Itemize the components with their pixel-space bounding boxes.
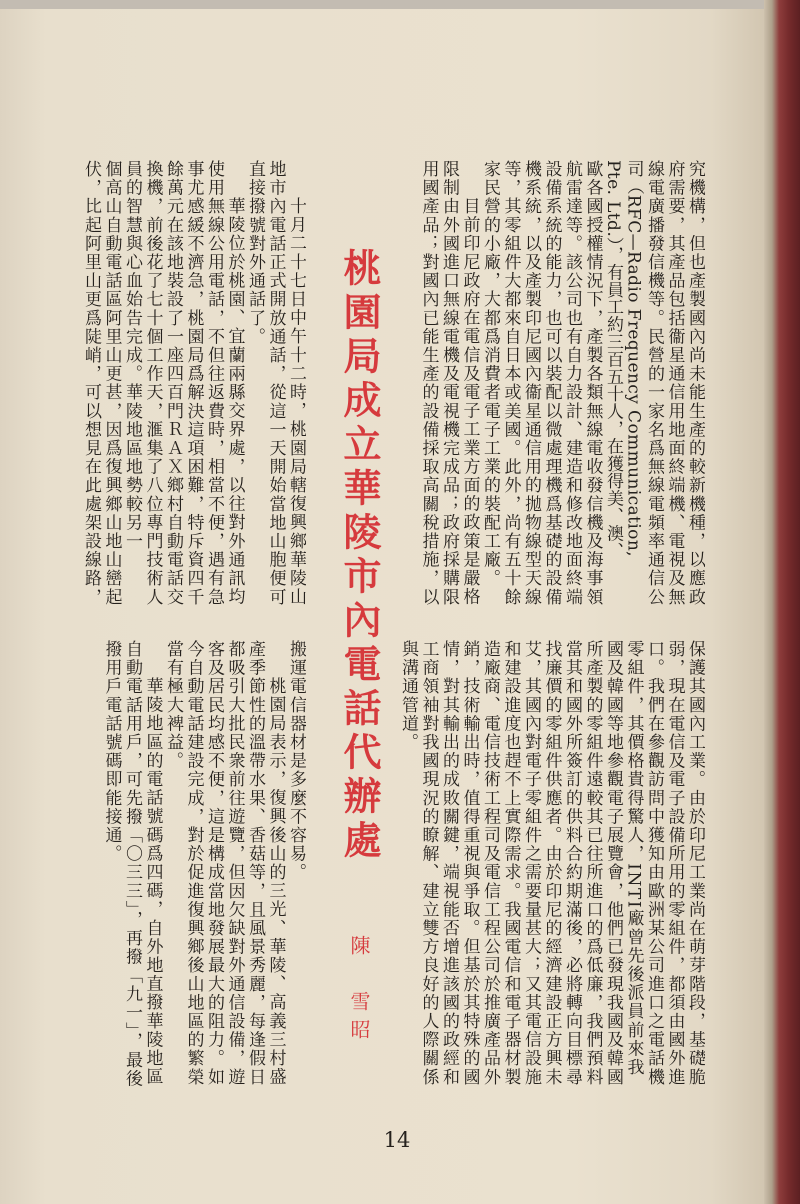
text-column: 國及韓國等地參觀電子展覽會，他們已發現我國及韓國 <box>603 640 623 1087</box>
text-column: 銷，技術輸出時，值得重視與爭取。但基於其特殊的國 <box>459 640 480 1087</box>
text-column: 今自動電話建設完成，對於促進復興鄉後山地區的繁榮 <box>183 640 204 1087</box>
text-column: 撥用戶電話號碼即能接通。 <box>101 640 122 864</box>
text-column: 都吸引大批民衆前往遊覽，但因欠缺對外通信設備，遊 <box>224 640 245 1087</box>
previous-article-lower-text <box>397 640 705 1102</box>
text-column: 直接撥號對外通話了。 <box>245 160 265 346</box>
article-upper-text <box>80 160 306 618</box>
text-column: 客及居民均感不便，這是構成當地發展最大的阻力。如 <box>204 640 224 1087</box>
text-column: 和建設進度也趕不上實際需求。我國電信和電子器材製 <box>500 640 521 1087</box>
text-column: 與溝通管道。 <box>398 640 418 752</box>
text-column: 保護其國內工業。由於印尼工業尚在萌芽階段，基礎脆 <box>685 640 705 1087</box>
text-column: 員的智慧與心血始告完成。華陵地區地勢較另一 <box>122 160 142 551</box>
text-column: 事尤感緩不濟急，桃園局爲解決這項困難，特斥資四千 <box>183 160 204 607</box>
text-column: 口。我們在參觀訪問中獲知由歐洲某公司進口之電話機 <box>644 640 664 1087</box>
text-column: 當其和國外所簽訂的供料合約期滿後，必將轉向目標尋 <box>562 640 582 1087</box>
text-column: 歐各國授權情況下，產製各類無線電收發信機及海事領 <box>582 160 603 607</box>
text-column: 當有極大裨益。 <box>163 640 183 771</box>
text-column: 線電廣播發信機等。民營的一家名爲無線電頻率通信公 <box>644 160 664 607</box>
text-column: 找廉價的零組件供應者。由於印尼的經濟建設正方興未 <box>541 640 562 1087</box>
text-column: 搬運電信器材是多麼不容易。 <box>286 640 306 882</box>
text-column: 情，對其輸出的成敗關鍵，端視能否增進該國的政經和 <box>439 640 459 1087</box>
text-column: 究機構，但也產製國內尚未能生產的較新機種，以應政 <box>685 160 705 607</box>
text-column: 目前印尼政府在電信及電子工業方面的政策是嚴格 <box>459 197 480 607</box>
article-author: 陳 雪昭 <box>347 935 371 1047</box>
text-column: 艾，其國內對電子零組件之需要量甚大；又其電信設施 <box>521 640 541 1087</box>
text-column: 用國產品；對國內已能生產的設備採取高關稅措施，以 <box>418 160 439 607</box>
text-column: 十月二十七日中午十二時，桃園局轄復興鄉華陵山 <box>286 197 306 607</box>
text-column: 產季節性的溫帶水果、香菇等，且風景秀麗，每逢假日 <box>245 640 265 1087</box>
text-column: 造廠商、電信技術工程司及電信工程公司於推廣產品外 <box>480 640 500 1087</box>
text-column: 府需要，其產品包括衞星通信用地面終端機、電視及無 <box>664 160 685 607</box>
text-column: 華陵位於桃園、宜蘭兩縣交界處，以往對外通訊均 <box>224 197 245 607</box>
book-spine-edge <box>764 0 800 1204</box>
text-column: Pte. Ltd.），有員工約三百五十人，在獲得美、澳、 <box>603 160 623 560</box>
text-column: 等，其零組件大都來自日本或美國。此外，尚有五十餘 <box>500 160 521 607</box>
text-column: 桃園局表示，復興後山的三光、華陵、高義三村盛 <box>265 677 286 1087</box>
text-column: 餘萬元在該地裝設了一座四百門ＲＡＸ鄉村自動電話交 <box>163 160 183 607</box>
text-column: 所產製的零組件遠較其已往所進口的爲低廉，我們預料 <box>582 640 603 1087</box>
text-column: 機系統，以及產製印尼國內衞星通信用的拋物線型天線 <box>521 160 541 607</box>
page-number: 14 <box>383 1128 411 1152</box>
text-column: 家民營的小廠，大都爲消費者電子工業的裝配工廠。 <box>480 160 500 588</box>
text-column: 司（RFC—Radio Frequency Communication, <box>623 160 644 557</box>
text-column: 換機，前後花了七十個工作天，滙集了八位專門技術人 <box>142 160 163 607</box>
article-lower-text <box>101 640 306 1102</box>
text-column: 使用無線公用電話，不但往返費時，相當不便，遇有急 <box>204 160 224 607</box>
text-column: 限制由外國進口無線電機及電視機完成品；政府採購限 <box>439 160 459 607</box>
text-column: 地市內電話正式開放通話，從這一天開始當地山胞便可 <box>265 160 286 607</box>
text-column: 個高山自動電話區阿里山更甚，因爲復興鄉山地山巒起 <box>101 160 122 607</box>
text-column: 零組件，其價格貴得驚人，INTI廠曾先後派員前來我 <box>623 640 644 1077</box>
text-column: 弱，現在電信及電子設備所用的零組件，都須由國外進 <box>664 640 685 1087</box>
text-column: 伏，比起阿里山更爲陡峭，可以想見在此處架設線路， <box>81 160 101 607</box>
text-column: 工商領袖對我國現況的瞭解、建立雙方良好的人際關係 <box>418 640 439 1087</box>
article-title: 桃園局成立華陵市內電話代辦處 <box>337 248 382 864</box>
text-column: 航雷達等。該公司也有自力設計、建造和修改地面終端 <box>562 160 582 607</box>
previous-article-upper-text <box>418 160 705 618</box>
text-column: 華陵地區的電話號碼爲四碼，自外地直撥華陵地區 <box>142 677 163 1087</box>
text-column: 自動電話用戶，可先撥「〇三三」，再撥「九一」，最後 <box>122 640 142 1088</box>
text-column: 設備系統的能力，也可以裝配以微處理機爲基礎的設備 <box>541 160 562 607</box>
